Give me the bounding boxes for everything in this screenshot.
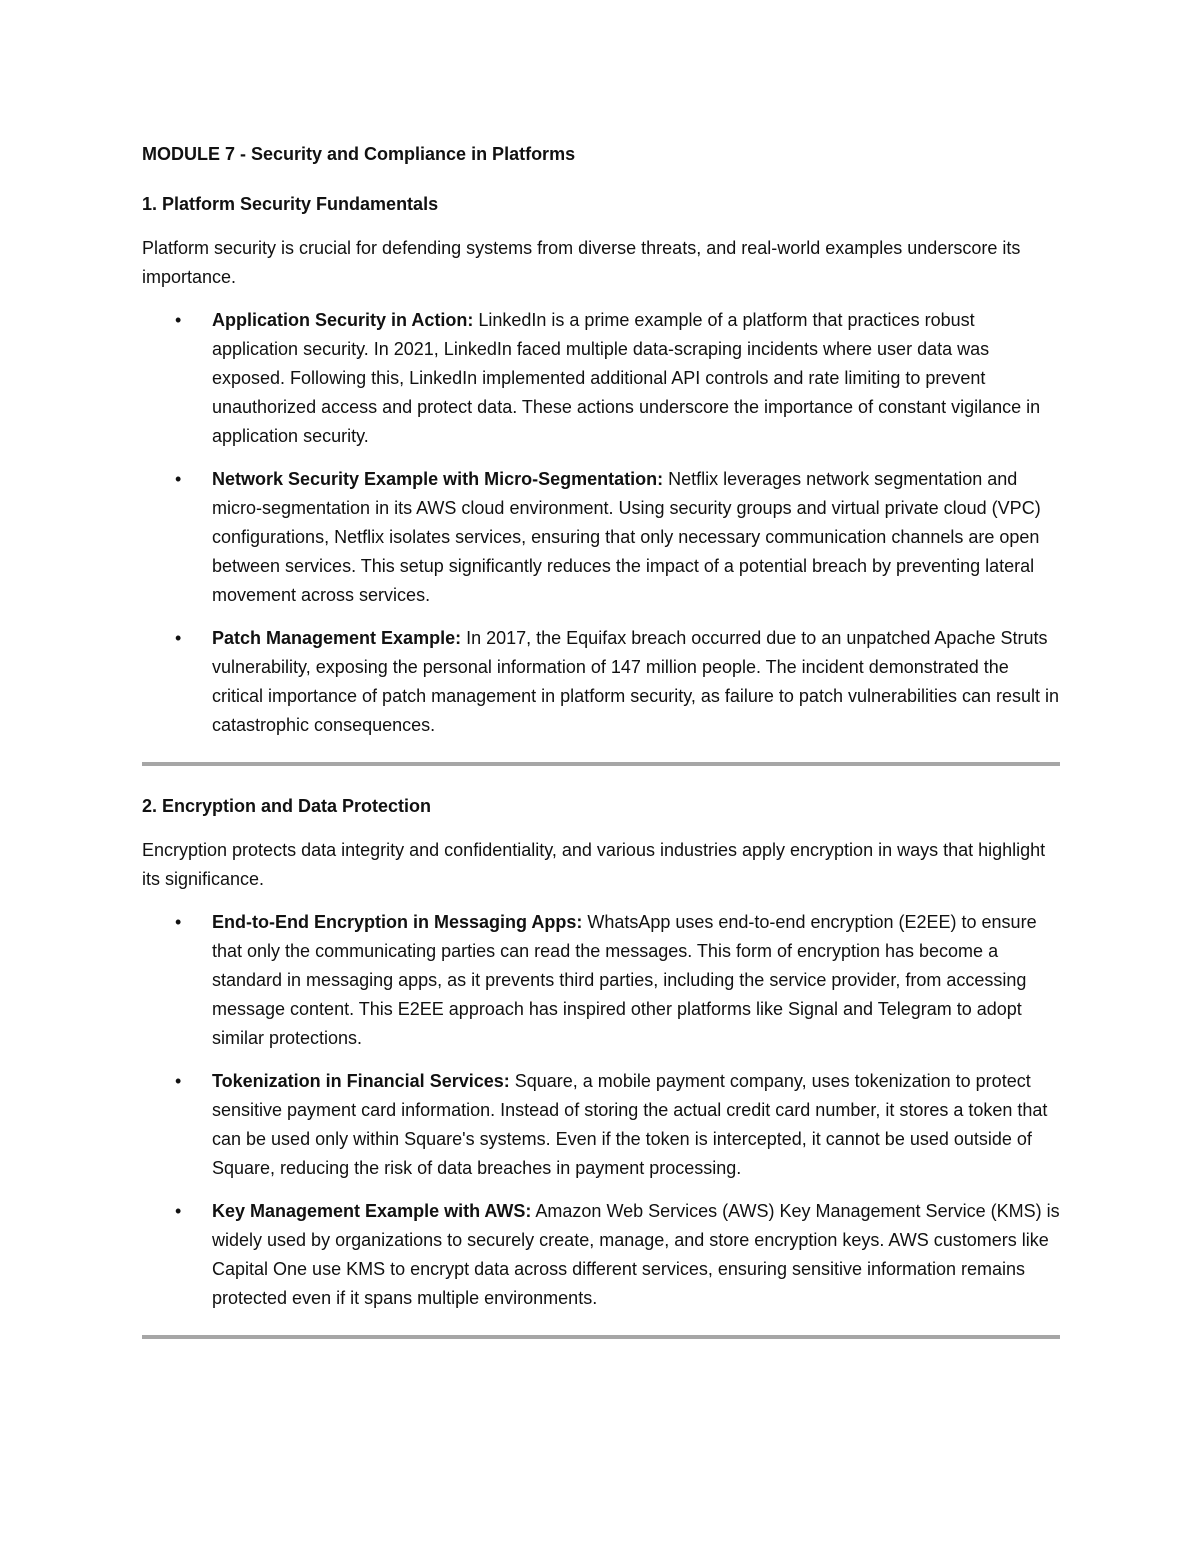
- bullet-icon: •: [175, 1071, 182, 1091]
- bullet-icon: •: [175, 1201, 182, 1221]
- item-text: In 2017, the Equifax breach occurred due to an unpatched Apache Struts vulnerability, exposing the personal information of 147 million people. The incident demonstrated the critical importance of patch management in platform security, as failure to patch vulnerabilities can result in catastrophic consequences.: [212, 628, 1060, 735]
- item-text: Amazon Web Services (AWS) Key Management Service (KMS) is widely used by organizations to securely create, manage, and store encryption keys. AWS customers like Capital One use KMS to encrypt data across different services, ensuring sensitive information remains protected even if it spans multiple environments.: [212, 1201, 1060, 1308]
- bullet-icon: •: [175, 310, 182, 330]
- bullet-list: [142, 306, 1060, 740]
- item-text: Square, a mobile payment company, uses tokenization to protect sensitive payment card information. Instead of storing the actual credit card number, it stores a token that can be used only within Square's systems. Even if the token is intercepted, it cannot be used outside of Square, reducing the risk of data breaches in payment processing.: [212, 1071, 1048, 1178]
- item-text: LinkedIn is a prime example of a platform that practices robust application security. In 2021, LinkedIn faced multiple data-scraping incidents where user data was exposed. Following this, LinkedIn implemented additional API controls and rate limiting to prevent unauthorized access and protect data. These actions underscore the importance of constant vigilance in application security.: [212, 310, 1041, 446]
- section-heading: 1. Platform Security Fundamentals: [142, 194, 439, 214]
- item-lead: Key Management Example with AWS:: [212, 1201, 532, 1221]
- item-lead: Network Security Example with Micro-Segmentation:: [212, 469, 664, 489]
- document-page: [142, 140, 1060, 1365]
- section-platform-security: [142, 190, 1060, 740]
- section-heading: 2. Encryption and Data Protection: [142, 796, 432, 816]
- bullet-list: [142, 908, 1060, 1313]
- item-lead: Tokenization in Financial Services:: [212, 1071, 510, 1091]
- bullet-icon: •: [175, 628, 182, 648]
- section-intro: Platform security is crucial for defending systems from diverse threats, and real-world examples underscore its importance.: [142, 238, 1021, 287]
- list-item: [142, 306, 1060, 451]
- bullet-icon: •: [175, 912, 182, 932]
- document-title: MODULE 7 - Security and Compliance in Platforms: [142, 144, 576, 164]
- item-lead: Patch Management Example:: [212, 628, 462, 648]
- item-text: WhatsApp uses end-to-end encryption (E2EE) to ensure that only the communicating parties can read the messages. This form of encryption has become a standard in messaging apps, as it prevents third parties, including the service provider, from accessing message content. This E2EE approach has inspired other platforms like Signal and Telegram to adopt similar protections.: [212, 912, 1037, 1048]
- item-lead: End-to-End Encryption in Messaging Apps:: [212, 912, 583, 932]
- item-text: Netflix leverages network segmentation and micro-segmentation in its AWS cloud environment. Using security groups and virtual private cloud (VPC) configurations, Netflix isolates services, ensuring that only necessary communication channels are open between services. This setup significantly reduces the impact of a potential breach by preventing lateral movement across services.: [212, 469, 1041, 605]
- list-item: [142, 465, 1060, 610]
- list-item: [142, 1197, 1060, 1313]
- list-item: [142, 624, 1060, 740]
- section-encryption: [142, 792, 1060, 1313]
- list-item: [142, 908, 1060, 1053]
- bullet-icon: •: [175, 469, 182, 489]
- horizontal-divider: [142, 762, 1060, 766]
- horizontal-divider: [142, 1335, 1060, 1339]
- item-lead: Application Security in Action:: [212, 310, 474, 330]
- list-item: [142, 1067, 1060, 1183]
- section-intro: Encryption protects data integrity and confidentiality, and various industries apply encryption in ways that highlight its significance.: [142, 840, 1046, 889]
